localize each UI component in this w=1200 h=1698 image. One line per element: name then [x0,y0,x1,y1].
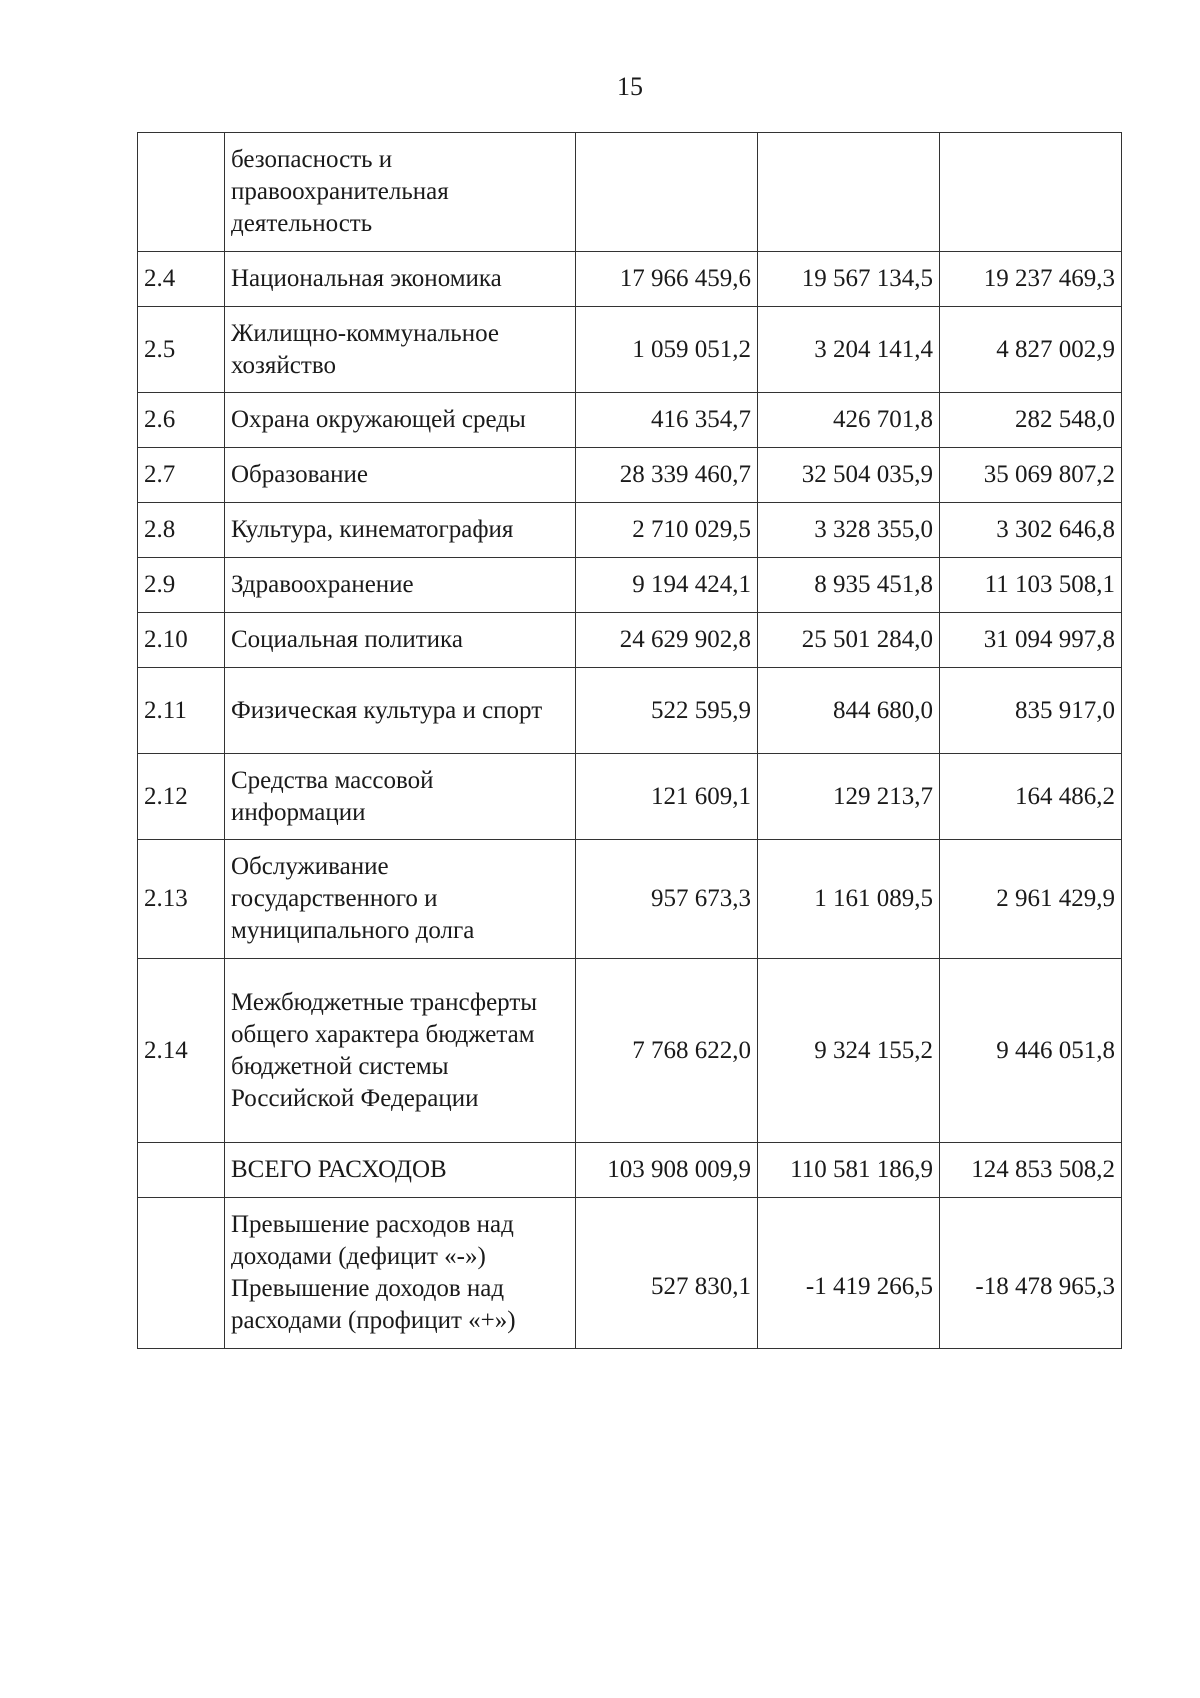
row-name-cell: Физическая культура и спорт [225,668,576,754]
total-row [138,1143,1122,1198]
table-row [138,613,1122,668]
value-cell: 1 161 089,5 [758,840,940,959]
table-row [138,307,1122,393]
row-code-cell: 2.9 [138,558,225,613]
row-name-cell: Здравоохранение [225,558,576,613]
row-code-cell: 2.8 [138,503,225,558]
table-row-continuation [138,133,1122,252]
table-row [138,448,1122,503]
value-cell: 28 339 460,7 [576,448,758,503]
value-cell: 9 324 155,2 [758,959,940,1143]
value-cell: 32 504 035,9 [758,448,940,503]
value-cell: 35 069 807,2 [940,448,1122,503]
row-name-cell: Социальная политика [225,613,576,668]
row-code-cell: 2.11 [138,668,225,754]
row-code-cell: 2.13 [138,840,225,959]
balance-label: Превышение расходов над доходами (дефицит «-») Превышение доходов над расходами (профицит «+») [225,1198,576,1349]
value-cell: 3 204 141,4 [758,307,940,393]
row-name-cell: безопасность и правоохранительная деятельность [225,133,576,252]
total-value-cell: 124 853 508,2 [940,1143,1122,1198]
value-cell: 164 486,2 [940,754,1122,840]
value-cell: 19 567 134,5 [758,252,940,307]
row-name-cell: Жилищно-коммунальное хозяйство [225,307,576,393]
row-name-cell: Образование [225,448,576,503]
value-cell: 17 966 459,6 [576,252,758,307]
page-number: 15 [617,72,643,101]
total-label: ВСЕГО РАСХОДОВ [225,1143,576,1198]
row-code-cell: 2.7 [138,448,225,503]
table-row [138,959,1122,1143]
row-code-cell: 2.12 [138,754,225,840]
total-value-cell: 103 908 009,9 [576,1143,758,1198]
value-cell: 9 446 051,8 [940,959,1122,1143]
row-name-cell: Культура, кинематография [225,503,576,558]
expenditure-table [137,132,1122,1349]
value-cell: 121 609,1 [576,754,758,840]
value-cell [758,133,940,252]
value-cell: 1 059 051,2 [576,307,758,393]
value-cell: 835 917,0 [940,668,1122,754]
value-cell: 2 710 029,5 [576,503,758,558]
value-cell: 9 194 424,1 [576,558,758,613]
value-cell: 3 328 355,0 [758,503,940,558]
row-name-cell: Охрана окружающей среды [225,393,576,448]
table-row [138,558,1122,613]
value-cell: 844 680,0 [758,668,940,754]
table-row [138,754,1122,840]
value-cell [576,133,758,252]
row-code-cell [138,1198,225,1349]
table-row [138,252,1122,307]
table-row [138,668,1122,754]
row-name-cell: Средства массовой информации [225,754,576,840]
value-cell: 19 237 469,3 [940,252,1122,307]
table-row [138,503,1122,558]
row-code-cell: 2.10 [138,613,225,668]
value-cell: 31 094 997,8 [940,613,1122,668]
balance-row [138,1198,1122,1349]
value-cell: 8 935 451,8 [758,558,940,613]
row-code-cell [138,133,225,252]
value-cell: 957 673,3 [576,840,758,959]
value-cell: 24 629 902,8 [576,613,758,668]
row-name-cell: Национальная экономика [225,252,576,307]
row-code-cell: 2.6 [138,393,225,448]
total-value-cell: 110 581 186,9 [758,1143,940,1198]
value-cell: 11 103 508,1 [940,558,1122,613]
value-cell: 2 961 429,9 [940,840,1122,959]
value-cell: 282 548,0 [940,393,1122,448]
row-code-cell: 2.4 [138,252,225,307]
value-cell: 25 501 284,0 [758,613,940,668]
value-cell: 3 302 646,8 [940,503,1122,558]
balance-value-cell: -1 419 266,5 [758,1198,940,1349]
row-name-cell: Обслуживание государственного и муниципального долга [225,840,576,959]
table-row [138,393,1122,448]
value-cell: 522 595,9 [576,668,758,754]
row-name-cell: Межбюджетные трансферты общего характера бюджетам бюджетной системы Российской Федерации [225,959,576,1143]
balance-value-cell: 527 830,1 [576,1198,758,1349]
row-code-cell: 2.5 [138,307,225,393]
balance-value-cell: -18 478 965,3 [940,1198,1122,1349]
row-code-cell: 2.14 [138,959,225,1143]
row-code-cell [138,1143,225,1198]
value-cell [940,133,1122,252]
table-row [138,840,1122,959]
value-cell: 129 213,7 [758,754,940,840]
value-cell: 426 701,8 [758,393,940,448]
value-cell: 7 768 622,0 [576,959,758,1143]
value-cell: 416 354,7 [576,393,758,448]
value-cell: 4 827 002,9 [940,307,1122,393]
